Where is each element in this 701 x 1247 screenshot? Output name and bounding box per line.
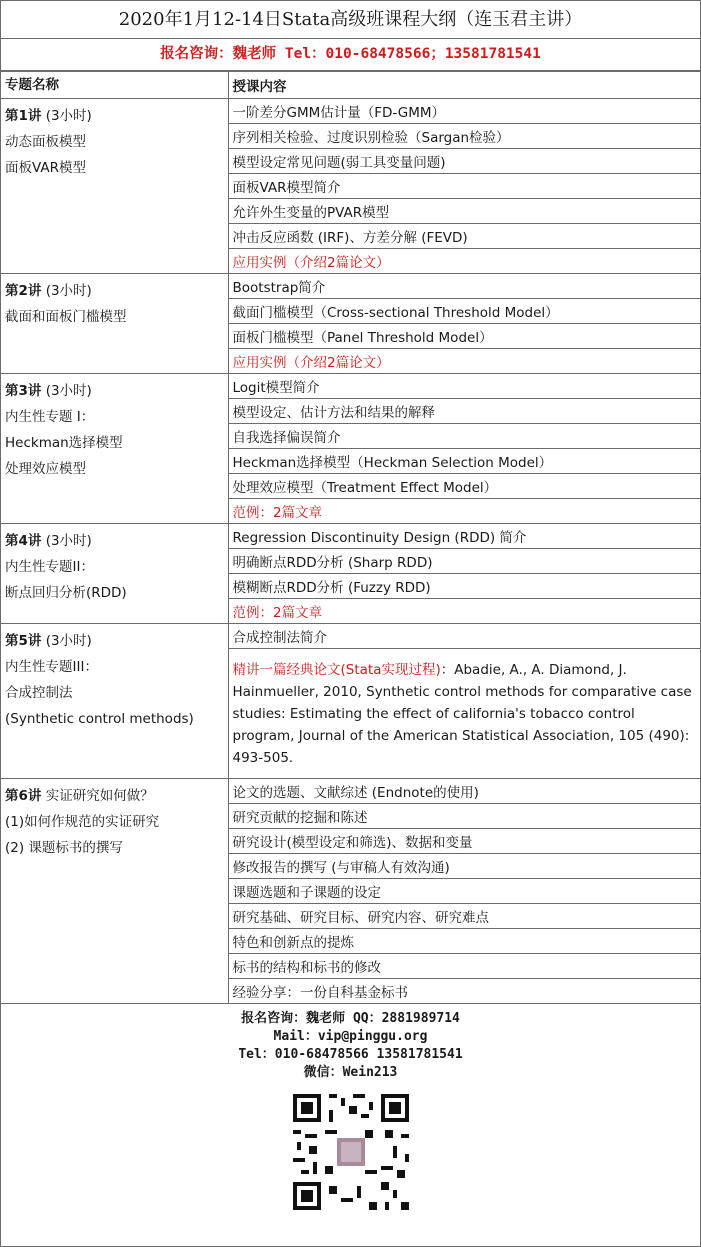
topic-cell [1, 274, 228, 374]
lecture-heading [5, 628, 224, 654]
footer-line-tel: Tel：010-68478566 13581781541 [238, 1047, 463, 1062]
lecture-heading [5, 103, 224, 129]
topic-line: 内生性专题III： [5, 659, 98, 675]
content-item: 范例：2篇文章 [228, 499, 700, 524]
content-item: 经验分享：一份自科基金标书 [228, 979, 700, 1004]
content-item: 模糊断点RDD分析 (Fuzzy RDD) [228, 574, 700, 599]
content-item: 特色和创新点的提炼 [228, 929, 700, 954]
content-item: 应用实例（介绍2篇论文） [228, 249, 700, 274]
content-item: 修改报告的撰写 (与审稿人有效沟通) [228, 854, 700, 879]
lecture-number: 第4讲 [5, 533, 42, 549]
lecture-heading [5, 378, 224, 404]
content-item: 研究基础、研究目标、研究内容、研究难点 [228, 904, 700, 929]
content-item: 面板门槛模型（Panel Threshold Model） [228, 324, 700, 349]
topic-line: Heckman选择模型 [5, 435, 123, 451]
paper-reference [228, 649, 700, 779]
content-item: 课题选题和子课题的设定 [228, 879, 700, 904]
topic-line: 内生性专题 I： [5, 409, 95, 425]
header-content: 授课内容 [228, 72, 700, 99]
topic-line: 处理效应模型 [5, 461, 86, 477]
topic-line: (2) 课题标书的撰写 [5, 840, 123, 856]
topic-line: 截面和面板门槛模型 [5, 309, 127, 325]
content-item: 一阶差分GMM估计量（FD-GMM） [228, 99, 700, 124]
lecture-number: 第2讲 [5, 283, 42, 299]
table-row [1, 274, 700, 299]
content-item: 合成控制法简介 [228, 624, 700, 649]
footer-line-mail: Mail：vip@pinggu.org [273, 1029, 428, 1044]
lecture-number: 第1讲 [5, 108, 42, 124]
topic-cell [1, 99, 228, 274]
lecture-heading [5, 278, 224, 304]
paper-citation: ：Abadie, A., A. Diamond, J. Hainmueller, 2010, Synthetic control methods for comparative case studies: Estimating the effect of california's tobacco control program, Journal of the American Statistical Association, 105 (490): 493-505. [232, 661, 692, 766]
qr-code-icon [289, 1090, 413, 1214]
content-item: 处理效应模型（Treatment Effect Model） [228, 474, 700, 499]
content-item: 自我选择偏误简介 [228, 424, 700, 449]
content-item: Logit模型简介 [228, 374, 700, 399]
content-item: 允许外生变量的PVAR模型 [228, 199, 700, 224]
lecture-hours: (3小时) [45, 108, 92, 124]
content-item: Bootstrap简介 [228, 274, 700, 299]
table-row [1, 624, 700, 649]
topic-line: 动态面板模型 [5, 134, 86, 150]
footer-line-wechat: 微信：Wein213 [303, 1065, 398, 1080]
topic-cell [1, 779, 228, 1004]
table-row [1, 524, 700, 549]
content-item: 冲击反应函数 (IRF)、方差分解 (FEVD) [228, 224, 700, 249]
footer-line-qq: 报名咨询：魏老师 QQ：2881989714 [241, 1011, 460, 1026]
lecture-hours: 实证研究如何做？ [45, 788, 154, 804]
content-item: 模型设定常见问题(弱工具变量问题) [228, 149, 700, 174]
lecture-number: 第3讲 [5, 383, 42, 399]
content-item: 研究设计(模型设定和筛选)、数据和变量 [228, 829, 700, 854]
topic-line: 内生性专题II： [5, 559, 94, 575]
content-item: 序列相关检验、过度识别检验（Sargan检验） [228, 124, 700, 149]
footer-contact [1, 1004, 700, 1214]
table-row [1, 374, 700, 399]
content-item: 论文的选题、文献综述 (Endnote的使用) [228, 779, 700, 804]
topic-cell [1, 524, 228, 624]
content-item: Regression Discontinuity Design (RDD) 简介 [228, 524, 700, 549]
table-row [1, 99, 700, 124]
topic-line: 面板VAR模型 [5, 160, 86, 176]
content-item: 面板VAR模型简介 [228, 174, 700, 199]
lecture-heading [5, 528, 224, 554]
paper-highlight: 精讲一篇经典论文(Stata实现过程) [232, 661, 441, 678]
topic-line: 断点回归分析(RDD) [5, 585, 127, 601]
content-item: 应用实例（介绍2篇论文） [228, 349, 700, 374]
content-item: 标书的结构和标书的修改 [228, 954, 700, 979]
lecture-hours: (3小时) [45, 383, 92, 399]
table-header-row [1, 72, 700, 99]
topic-cell [1, 624, 228, 779]
topic-line: (Synthetic control methods) [5, 711, 194, 727]
page-title: 2020年1月12-14日Stata高级班课程大纲（连玉君主讲） [1, 1, 700, 39]
table-row [1, 779, 700, 804]
lecture-heading [5, 783, 224, 809]
lecture-hours: (3小时) [45, 533, 92, 549]
content-item: 明确断点RDD分析 (Sharp RDD) [228, 549, 700, 574]
content-item: 截面门槛模型（Cross-sectional Threshold Model） [228, 299, 700, 324]
lecture-number: 第6讲 [5, 788, 42, 804]
header-topic: 专题名称 [1, 72, 228, 99]
lecture-number: 第5讲 [5, 633, 42, 649]
content-item: Heckman选择模型（Heckman Selection Model） [228, 449, 700, 474]
topic-cell [1, 374, 228, 524]
content-item: 模型设定、估计方法和结果的解释 [228, 399, 700, 424]
lecture-hours: (3小时) [45, 283, 92, 299]
content-item: 范例：2篇文章 [228, 599, 700, 624]
topic-line: (1)如何作规范的实证研究 [5, 814, 160, 830]
content-item: 研究贡献的挖掘和陈述 [228, 804, 700, 829]
contact-banner: 报名咨询：魏老师 Tel：010-68478566；13581781541 [1, 39, 700, 71]
lecture-hours: (3小时) [45, 633, 92, 649]
syllabus-table [1, 71, 700, 1004]
topic-line: 合成控制法 [5, 685, 73, 701]
